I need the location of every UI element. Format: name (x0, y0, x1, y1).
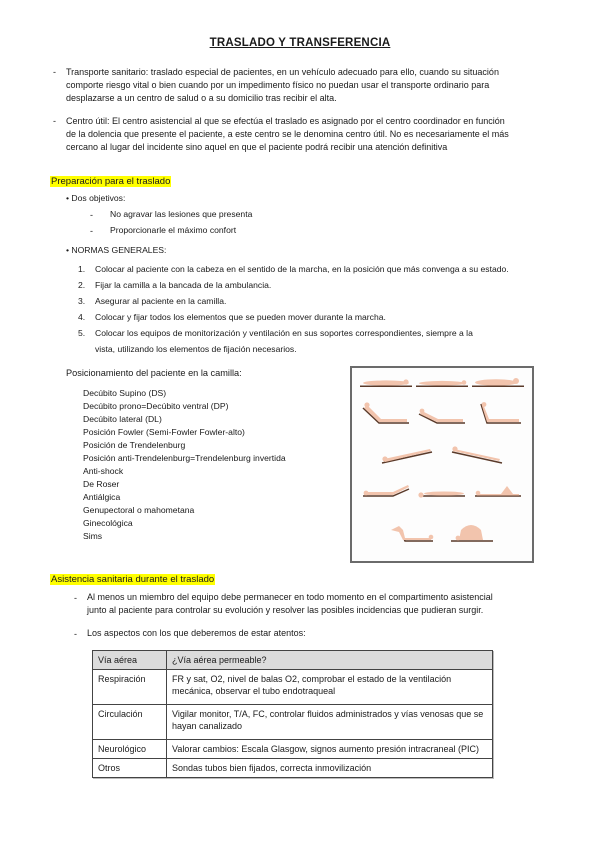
pose-lateral-illustration (472, 376, 524, 393)
pose-roser-illustration (417, 483, 467, 499)
table-value-cell: FR y sat, O2, nivel de balas O2, comprobar el estado de la ventilación mecánica, observar el tubo endotraqueal (167, 670, 493, 705)
table-row (93, 705, 493, 740)
position-item: Anti-shock (83, 466, 124, 476)
table-value-cell: Valorar cambios: Escala Glasgow, signos aumento presión intracraneal (PIC) (167, 740, 493, 759)
table-key-cell: Neurológico (93, 740, 167, 759)
position-item: Sims (83, 531, 103, 541)
text-line: Centro útil: El centro asistencial al que se efectúa el traslado es asignado por el centro coordinador en función (66, 116, 505, 126)
table-key-cell: Circulación (93, 705, 167, 740)
pose-anti-trendelenburg-illustration (450, 446, 504, 466)
table-value-cell: Vigilar monitor, T/A, FC, controlar fluidos administrados y vías venosas que se hayan canalizado (167, 705, 493, 740)
positioning-label: Posicionamiento del paciente en la camilla: (66, 368, 242, 378)
bullet-dash: - (90, 210, 93, 220)
page-title: TRASLADO Y TRANSFERENCIA (209, 37, 391, 49)
position-item: Genupectoral o mahometana (83, 505, 195, 515)
norm-item (78, 261, 578, 277)
table-row (93, 740, 493, 759)
bullet-dash: - (53, 116, 56, 126)
position-item: Posición de Trendelenburg (83, 440, 186, 450)
position-item: Posición Fowler (Semi-Fowler Fowler-alto) (83, 427, 245, 437)
norm-number: 5. (78, 328, 86, 338)
norm-item (78, 325, 578, 357)
table-value-cell: ¿Vía aérea permeable? (167, 651, 493, 670)
norm-number: 3. (78, 296, 86, 306)
section-heading-asistencia: Asistencia sanitaria durante el traslado (51, 574, 215, 585)
norm-item (78, 293, 578, 309)
text-line: vista, utilizando los elementos de fijación necesarios. (95, 344, 297, 354)
norm-text: Colocar y fijar todos los elementos que se pueden mover durante la marcha. (95, 312, 386, 322)
text-line: junto al paciente para controlar su evolución y resolver las posibles incidencias que pudieran surgir. (87, 605, 484, 616)
text-line: desplazarse a un centro de salud o a su domicilio tras recibir el alta. (66, 93, 337, 104)
position-item: Decúbito lateral (DL) (83, 414, 162, 424)
table-row (93, 651, 493, 670)
norms-list (78, 261, 578, 357)
table-key-cell: Respiración (93, 670, 167, 705)
positions-list (83, 387, 286, 543)
bullet-dash: - (53, 67, 56, 77)
table-key-cell: Otros (93, 759, 167, 778)
pose-supine-illustration (360, 376, 412, 393)
text-line: de la dolencia que presente el paciente, a este centro se le denomina centro útil. No es necesariamente el más (66, 129, 509, 140)
bullet-dash: - (74, 593, 77, 603)
intro-text (66, 66, 566, 106)
text-line: cercano al lugar del incidente sino aquel en que el paciente podrá recibir una atención definitiva (66, 142, 448, 153)
position-item: Posición anti-Trendelenburg=Trendelenburg invertida (83, 453, 286, 463)
norm-number: 4. (78, 312, 86, 322)
assistance-item (87, 591, 577, 617)
intro-text (66, 115, 566, 155)
position-item: Decúbito Supino (DS) (83, 388, 167, 398)
bullet-dash: - (90, 226, 93, 236)
objective-item: Proporcionarle el máximo confort (110, 225, 237, 235)
table-key-cell: Vía aérea (93, 651, 167, 670)
text-line: comporte riesgo vital o bien cuando por un impedimento físico no puedan usar el transporte ordinario para (66, 80, 490, 91)
pose-fowler-illustration (361, 402, 411, 428)
pose-prone-illustration (416, 376, 468, 393)
pose-semi-fowler-illustration (417, 402, 467, 428)
pose-antialgica-illustration (473, 483, 523, 499)
table-row (93, 670, 493, 705)
position-item: Ginecológica (83, 518, 133, 528)
norm-text: Fijar la camilla a la bancada de la ambulancia. (95, 280, 272, 290)
norms-label: • NORMAS GENERALES: (66, 245, 167, 255)
bullet-dash: - (74, 629, 77, 639)
norm-number: 1. (78, 264, 86, 274)
pose-ginecologica-illustration (389, 520, 435, 544)
pose-genupectoral-illustration (449, 520, 495, 544)
text-line: Los aspectos con los que deberemos de estar atentos: (87, 628, 306, 638)
text-line: Al menos un miembro del equipo debe permanecer en todo momento en el compartimento asistencial (87, 592, 493, 602)
section-heading-preparacion: Preparación para el traslado (51, 176, 171, 187)
pose-high-fowler-illustration (473, 402, 523, 428)
norm-number: 2. (78, 280, 86, 290)
pose-anti-shock-illustration (361, 483, 411, 499)
norm-text (95, 325, 473, 357)
norm-text: Colocar al paciente con la cabeza en el sentido de la marcha, en la posición que más convenga a su estado. (95, 264, 509, 274)
aspects-table (92, 650, 493, 778)
position-item: Decúbito prono=Decúbito ventral (DP) (83, 401, 229, 411)
table-row (93, 759, 493, 778)
norm-item (78, 309, 578, 325)
position-item: De Roser (83, 479, 120, 489)
norm-item (78, 277, 578, 293)
table-value-cell: Sondas tubos bien fijados, correcta inmovilización (167, 759, 493, 778)
text-line: Transporte sanitario: traslado especial de pacientes, en un vehículo adecuado para ello, cuando su situación (66, 67, 499, 77)
position-item: Antiálgica (83, 492, 121, 502)
objectives-label: • Dos objetivos: (66, 193, 126, 203)
objective-item: No agravar las lesiones que presenta (110, 209, 253, 219)
assistance-item (87, 627, 577, 640)
text-line: Colocar los equipos de monitorización y ventilación en sus soportes correspondientes, siempre a la (95, 328, 473, 338)
pose-trendelenburg-illustration (380, 446, 434, 466)
patient-positions-figure (350, 366, 534, 563)
norm-text: Asegurar al paciente en la camilla. (95, 296, 227, 306)
